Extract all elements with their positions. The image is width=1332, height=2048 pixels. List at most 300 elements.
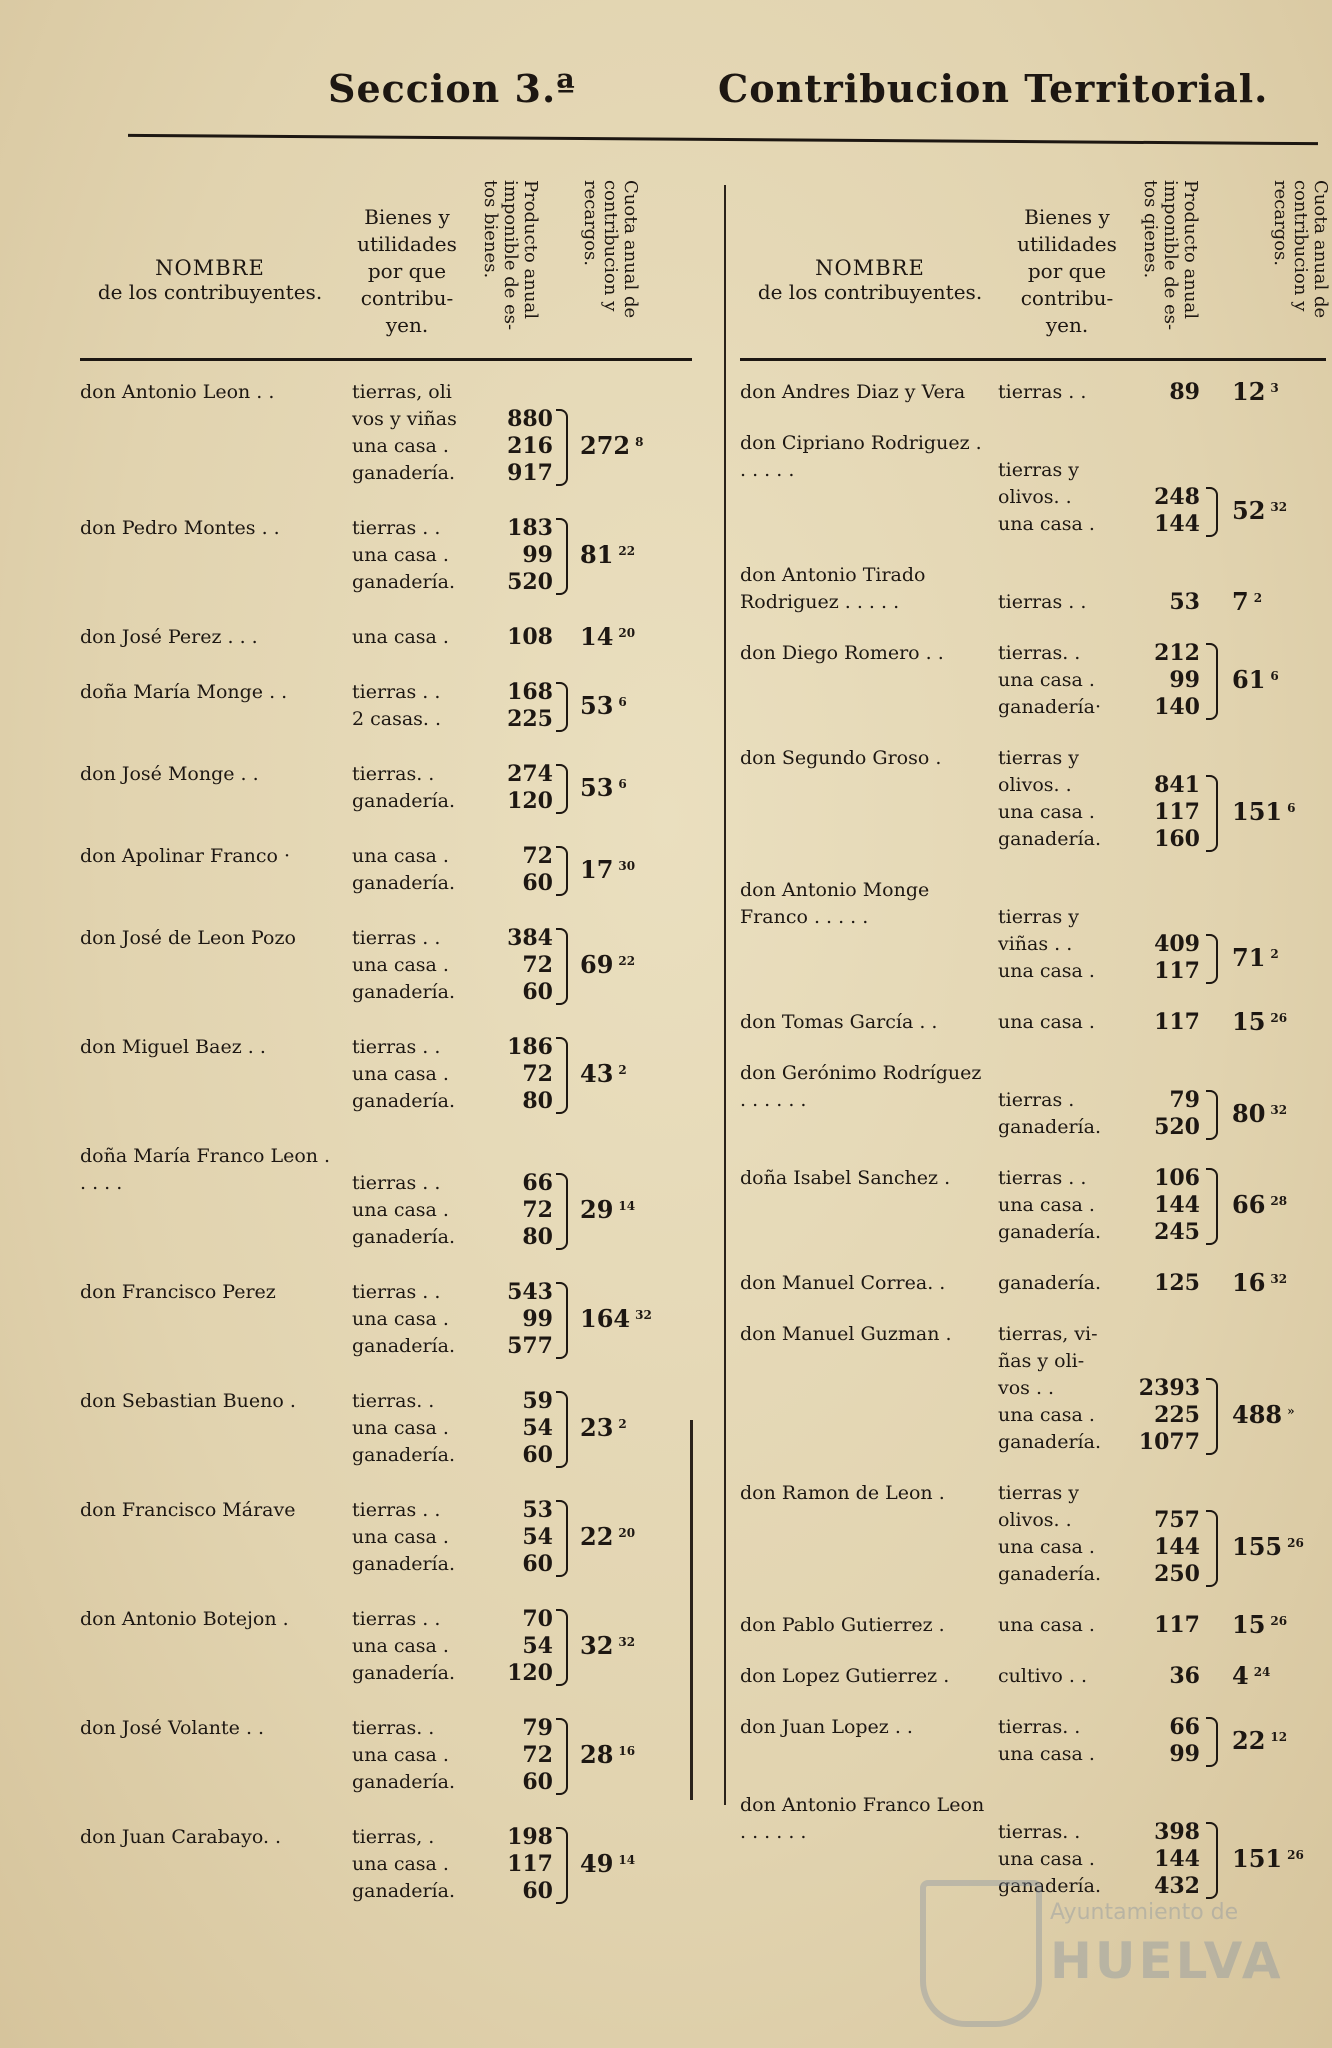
taxpayer-name: don Diego Romero . . [740,642,944,664]
goods-item: tierras. . [352,1717,435,1739]
goods-item: una casa . [998,1848,1095,1870]
goods-item: tierras, vi- [998,1323,1098,1345]
brace-mark [1206,1717,1218,1767]
brace-mark [556,518,568,595]
product-value: 186 [507,1034,553,1060]
goods-item: tierras. . [352,763,435,785]
quota-amount: 80 [1232,1098,1266,1128]
brace-mark [556,928,568,1005]
ledger-entry [80,1715,692,1824]
quota-fraction: 6 [618,776,627,791]
product-value: 53 [522,1497,553,1523]
product-value: 409 [1154,931,1200,957]
product-value: 120 [507,1660,553,1686]
product-value [1100,1480,1200,1507]
goods-item: ganadería. [998,1116,1101,1138]
product-value: 72 [522,1197,553,1223]
brace-mark [556,682,568,732]
taxpayer-name: don Tomas García . . [740,1011,938,1033]
product-value: 543 [507,1279,553,1305]
taxpayer-name: don Gerónimo Rodríguez . . . . . . [740,1062,982,1111]
goods-item: una casa . [352,1635,449,1657]
ledger-entry [80,624,692,679]
taxpayer-name: don Miguel Baez . . [80,1036,266,1058]
quota-amount: 155 [1232,1532,1283,1561]
quota-value [580,540,695,569]
goods-item: tierras . . [352,517,441,539]
goods-item: una casa . [352,1853,449,1875]
shield-icon [920,1880,1042,2027]
ledger-entry [740,1612,1326,1663]
goods-item: ganadería. [352,571,455,593]
quota-fraction: 22 [618,954,636,968]
product-value: 216 [507,433,553,459]
quota-amount: 53 [580,772,614,802]
ledger-entry [80,925,692,1034]
taxpayer-name: don José Perez . . . [80,626,258,648]
quota-fraction: » [1287,1404,1295,1418]
goods-item: ganadería. [352,1090,455,1112]
quota-fraction: 12 [1270,1729,1288,1744]
goods-item: una casa . [352,1063,449,1085]
goods-item: 2 casas. . [352,708,442,730]
goods-item: ñas y oli- [998,1350,1085,1372]
goods-item: tierras. . [998,1716,1081,1738]
goods-header: Bienes y utilidades por que contribu- yen. [357,205,457,337]
product-value: 125 [1154,1270,1200,1296]
brace-mark [556,1718,568,1795]
product-values [465,624,553,651]
ledger-entry [740,1165,1326,1270]
product-values [465,1143,553,1251]
ledger-entry [740,1321,1326,1480]
quota-fraction: 14 [618,1853,636,1867]
quota-amount: 22 [1232,1725,1266,1755]
product-value: 384 [507,925,553,951]
quota-value [580,431,695,460]
product-header: Producto anual imponible de es- tos bienes. [480,180,541,331]
quota-value [1232,1099,1332,1128]
ledger-entry [740,1009,1326,1060]
goods-item: ganadería. [352,1444,455,1466]
quota-amount: 81 [580,540,614,569]
quota-value [1232,1610,1332,1639]
quota-amount: 151 [1232,797,1283,826]
product-value: 225 [1154,1402,1200,1428]
ledger-entry [80,1388,692,1497]
quota-fraction: 16 [618,1744,636,1758]
quota-amount: 4 [1232,1661,1249,1690]
product-value: 99 [522,1306,553,1332]
product-value [1100,1348,1200,1375]
product-value: 36 [1169,1663,1200,1689]
product-value: 117 [1154,1612,1200,1638]
brace-mark [1206,487,1218,537]
product-value [1100,1792,1200,1819]
ledger-entry [80,1143,692,1279]
quota-amount: 7 [1232,587,1249,616]
product-values [1100,640,1200,721]
quota-amount: 66 [1232,1190,1266,1219]
quota-value [1232,377,1332,406]
product-values [1100,1663,1200,1690]
quota-value [580,950,695,979]
product-values [1100,1714,1200,1768]
goods-item: tierras . . [352,1608,441,1630]
product-value: 398 [1154,1819,1200,1845]
ledger-entry [80,761,692,843]
brace-mark [556,1173,568,1250]
brace-mark [1206,775,1218,852]
goods-item: tierras. . [998,1821,1081,1843]
quota-fraction: 2 [618,1063,627,1077]
ledger-entry [740,562,1326,640]
quota-value [1232,943,1332,972]
brace-mark [556,1282,568,1359]
goods-item: vos . . [998,1377,1055,1399]
quota-fraction: 22 [618,544,636,558]
quota-fraction: 28 [1270,1194,1288,1208]
goods-item: ganadería. [352,1553,455,1575]
product-values [465,1388,553,1469]
left-ledger [80,180,692,1933]
goods-item: una casa . [352,435,449,457]
product-value: 917 [507,460,553,486]
product-value: 106 [1154,1165,1200,1191]
quota-value [580,1413,695,1442]
goods-item: tierras . [998,1089,1075,1111]
product-value: 79 [522,1715,553,1741]
goods-item: ganadería. [352,1662,455,1684]
quota-value [580,622,695,651]
product-value [1100,1060,1200,1087]
product-values [1100,1480,1200,1588]
ledger-entry [80,843,692,925]
ledger-entry [740,1714,1326,1792]
quota-amount: 14 [580,622,614,651]
quota-value [580,1059,695,1088]
product-value: 66 [522,1170,553,1196]
quota-amount: 488 [1232,1400,1283,1429]
goods-item: una casa . [998,1536,1095,1558]
brace-mark [556,764,568,814]
goods-item: tierras . . [352,1036,441,1058]
goods-item: tierras . . [998,591,1087,613]
quota-amount: 151 [1232,1844,1283,1873]
page-title-left: Seccion 3.ª [328,66,576,111]
product-value: 53 [1169,589,1200,615]
brace-mark [556,1037,568,1114]
brace-mark [556,1609,568,1686]
product-value: 274 [507,761,553,787]
ledger-entry [740,379,1326,430]
quota-value [1232,797,1332,826]
taxpayer-name: don Andres Diaz y Vera [740,381,966,403]
product-value: 54 [522,1633,553,1659]
quota-value [580,691,695,720]
product-value: 248 [1154,484,1200,510]
product-value: 198 [507,1824,553,1850]
quota-fraction: 26 [1270,1614,1288,1628]
quota-fraction: 2 [618,1417,627,1431]
taxpayer-name: don Cipriano Rodriguez . . . . . . [740,432,982,481]
quota-amount: 12 [1232,377,1266,406]
product-value [1100,457,1200,484]
quota-value [1232,1400,1332,1429]
quota-value [1232,1726,1332,1755]
quota-fraction: 32 [618,1635,636,1649]
quota-value [1232,1007,1332,1036]
product-value: 168 [507,679,553,705]
quota-fraction: 8 [635,435,644,449]
goods-item: ganadería. [352,1880,455,1902]
product-values [1100,1060,1200,1141]
header-rule [80,358,692,361]
quota-amount: 15 [1232,1610,1266,1639]
product-value: 183 [507,515,553,541]
taxpayer-name: doña María Franco Leon . . . . . [80,1145,331,1194]
product-value: 99 [522,542,553,568]
product-value [1100,904,1200,931]
quota-amount: 53 [580,690,614,720]
brace-mark [1206,1378,1218,1455]
ledger-entry [80,515,692,624]
product-values [1100,1270,1200,1297]
taxpayer-name: don Sebastian Bueno . [80,1390,296,1412]
product-value: 60 [522,1769,553,1795]
quota-amount: 22 [580,1522,614,1551]
taxpayer-name: doña Isabel Sanchez . [740,1167,951,1189]
left-table-header [80,180,692,350]
brace-mark [556,846,568,896]
taxpayer-name: doña María Monge . . [80,681,288,703]
goods-item: ganadería. [998,1221,1101,1243]
watermark-small-text: Ayuntamiento de [1050,1900,1239,1925]
product-value [1100,1321,1200,1348]
goods-item: una casa . [998,1614,1095,1636]
product-value: 432 [1154,1873,1200,1899]
quota-fraction: 20 [618,1526,636,1540]
goods-item: tierras . . [998,1167,1087,1189]
product-values [465,1497,553,1578]
name-header-subtitle: de los contribuyentes. [97,280,323,304]
product-values [1100,1009,1200,1036]
name-header-title: NOMBRE [155,256,265,280]
ledger-entry [740,877,1326,1009]
quota-fraction: 26 [1287,1848,1304,1862]
quota-fraction: 32 [635,1308,652,1322]
quota-fraction: 6 [1287,801,1296,815]
product-value: 89 [1169,379,1200,405]
left-entries [80,379,692,1933]
product-value: 117 [1154,958,1200,984]
goods-item: una casa . [998,513,1095,535]
goods-item: ganadería. [352,1335,455,1357]
goods-item: ganadería. [998,1272,1101,1294]
product-values [1100,1165,1200,1246]
name-header-title: NOMBRE [815,256,925,280]
goods-item: ganadería. [998,1875,1101,1897]
quota-amount: 15 [1232,1007,1266,1036]
taxpayer-name: don Apolinar Franco · [80,845,291,867]
product-value [465,379,553,406]
right-entries [740,379,1326,1924]
product-value: 144 [1154,511,1200,537]
product-value: 108 [507,624,553,650]
quota-fraction: 32 [1270,1102,1288,1117]
product-values [1100,379,1200,406]
goods-item: ganadería. [352,790,455,812]
taxpayer-name: don José Monge . . [80,763,259,785]
goods-item: una casa . [998,960,1095,982]
quota-value [580,1631,695,1660]
goods-item: ganadería. [352,981,455,1003]
quota-amount: 52 [1232,495,1266,525]
product-value: 60 [522,1551,553,1577]
quota-fraction: 32 [1270,499,1288,514]
page-title-right: Contribucion Territorial. [718,66,1269,111]
goods-item: tierras, oli [352,381,452,403]
watermark-seal [920,1870,1300,2020]
ledger-entry [740,1060,1326,1165]
name-header-subtitle: de los contribuyentes. [757,280,983,304]
product-value: 80 [522,1088,553,1114]
goods-item: una casa . [998,1743,1095,1765]
brace-mark [1206,1168,1218,1245]
goods-item: tierras. . [352,1390,435,1412]
product-value: 144 [1154,1534,1200,1560]
taxpayer-name: don Antonio Monge Franco . . . . . [740,879,930,928]
product-value: 160 [1154,826,1200,852]
goods-item: una casa . [352,1417,449,1439]
product-value: 757 [1154,1507,1200,1533]
product-values [1100,745,1200,853]
product-value: 117 [507,1851,553,1877]
product-value: 841 [1154,772,1200,798]
goods-item: tierras . . [998,381,1087,403]
goods-item: una casa . [998,1194,1095,1216]
goods-item: cultivo . . [998,1665,1087,1687]
quota-amount: 61 [1232,665,1266,694]
quota-amount: 49 [580,1849,614,1878]
product-value: 250 [1154,1561,1200,1587]
goods-item: ganadería. [998,828,1101,850]
taxpayer-name: don Antonio Franco Leon . . . . . . [740,1794,985,1843]
goods-item: tierras. . [998,642,1081,664]
product-value: 144 [1154,1846,1200,1872]
product-value: 99 [1169,1741,1200,1767]
ledger-entry [80,1034,692,1143]
goods-item: tierras y [998,1482,1079,1504]
taxpayer-name: don Francisco Márave [80,1499,296,1521]
goods-item: olivos. . [998,774,1072,796]
taxpayer-name: don Segundo Groso . [740,747,942,769]
quota-value [580,1195,695,1224]
goods-item: una casa . [998,669,1095,691]
product-value: 520 [507,569,553,595]
name-header [80,256,340,304]
taxpayer-name: don Antonio Tirado Rodriguez . . . . . [740,564,926,613]
taxpayer-name: don Francisco Perez [80,1281,276,1303]
taxpayer-name: don Antonio Botejon . [80,1608,289,1630]
goods-item: una casa . [998,801,1095,823]
quota-amount: 23 [580,1413,614,1442]
goods-item: una casa . [352,1526,449,1548]
goods-item: tierras . . [352,1499,441,1521]
taxpayer-name: don Ramon de Leon . [740,1482,945,1504]
product-values [1100,562,1200,616]
goods-item: tierras . . [352,927,441,949]
goods-item: tierras y [998,747,1079,769]
ledger-entry [80,379,692,515]
quota-amount: 71 [1232,942,1266,972]
ledger-entry [740,1663,1326,1714]
product-values [465,515,553,596]
quota-value [1232,1661,1332,1690]
goods-item: una casa . [352,1308,449,1330]
ledger-entry [80,1606,692,1715]
quota-fraction: 2 [1253,591,1263,605]
quota-value [1232,1268,1332,1297]
product-value: 72 [522,952,553,978]
product-value: 72 [522,1742,553,1768]
product-value: 577 [507,1333,553,1359]
taxpayer-name: don José Volante . . [80,1717,265,1739]
product-value [465,1143,553,1170]
product-values [465,1279,553,1360]
product-values [1100,430,1200,538]
quota-value [580,1304,695,1333]
product-values [465,1034,553,1115]
goods-header: Bienes y utilidades por que contribu- yen. [1017,205,1117,337]
product-values [465,1824,553,1905]
product-values [465,379,553,487]
ledger-entry [740,1270,1326,1321]
product-value: 80 [522,1224,553,1250]
quota-amount: 29 [580,1195,614,1224]
goods-item: una casa . [998,1011,1095,1033]
ledger-entry [80,1279,692,1388]
column-separator [724,185,726,1805]
quota-fraction: 26 [1270,1011,1288,1025]
goods-item: tierras . . [352,681,441,703]
goods-item: ganadería. [352,1771,455,1793]
product-value: 225 [507,706,553,732]
product-values [1100,1612,1200,1639]
goods-item: ganadería. [998,1563,1101,1585]
product-values [465,761,553,815]
product-values [1100,1321,1200,1456]
taxpayer-name: don Pablo Gutierrez . [740,1614,945,1636]
product-value: 70 [522,1606,553,1632]
product-values [465,925,553,1006]
goods-item: una casa . [998,1404,1095,1426]
product-value: 212 [1154,640,1200,666]
quota-amount: 16 [1232,1268,1266,1297]
product-value: 120 [507,788,553,814]
right-ledger [740,180,1331,1924]
right-table-header [740,180,1331,350]
taxpayer-name: don Juan Lopez . . [740,1716,913,1738]
product-value: 59 [522,1388,553,1414]
product-value: 117 [1154,799,1200,825]
quota-header: Cuota anual de contribucion y recargos. [580,180,641,319]
brace-mark [1206,1090,1218,1140]
quota-fraction: 6 [1270,669,1279,683]
ledger-entry [740,1480,1326,1612]
quota-value [1232,1844,1332,1873]
product-values [1100,877,1200,985]
